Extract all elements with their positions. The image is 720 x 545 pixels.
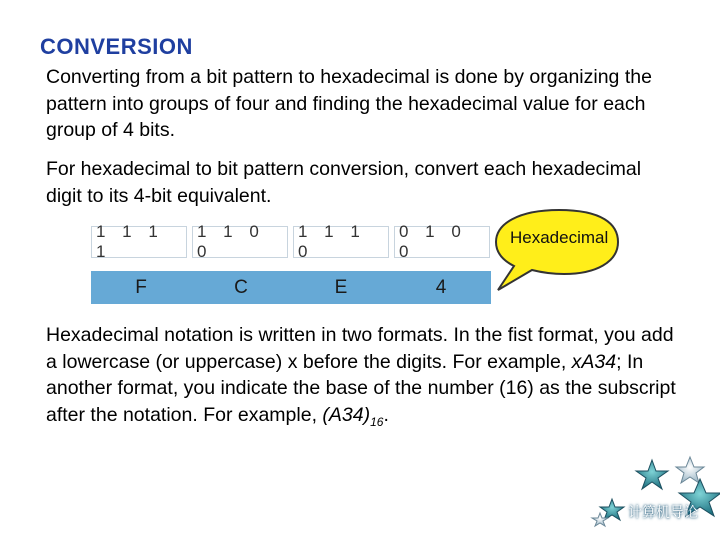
- star-decoration: [590, 455, 720, 540]
- notation-end: .: [383, 403, 389, 426]
- hex-digit: E: [334, 276, 348, 298]
- hex-digit: F: [135, 276, 147, 298]
- notation-text: Hexadecimal notation is written in two formats. In the fist format, you add a lowercase (or uppercase) x before the digits. For example,: [46, 324, 674, 373]
- hex-digit: C: [234, 276, 248, 298]
- example-subscript-notation: (A34): [322, 403, 371, 426]
- bit-group: 0 1 0 0: [394, 226, 490, 258]
- bit-group: 1 1 1 1: [91, 226, 187, 258]
- course-logo-text: 计算机导论: [628, 505, 698, 521]
- star-icon: [590, 455, 720, 540]
- paragraph-bit-to-hex: Converting from a bit pattern to hexadecimal is done by organizing the pattern into groups of four and finding the hexadecimal value for each group of 4 bits.: [46, 66, 652, 141]
- bubble-label: Hexadecimal: [510, 228, 609, 247]
- notation-text: ; In another format, you indicate the base of the number (16) as the subscript after the notation. For example,: [46, 350, 676, 426]
- speech-bubble-shape: [484, 204, 634, 304]
- bit-pattern-row: [91, 222, 491, 261]
- base-subscript: 16: [370, 414, 384, 429]
- paragraph-hex-to-bit: For hexadecimal to bit pattern conversion, convert each hexadecimal digit to its 4-bit equivalent.: [46, 158, 642, 207]
- conversion-diagram: [91, 222, 491, 306]
- bit-group: 1 1 0 0: [192, 226, 288, 258]
- hex-digit-row: [91, 271, 491, 304]
- slide-title: CONVERSION: [40, 34, 193, 59]
- hex-digit: 4: [435, 276, 447, 298]
- paragraph-notation: [46, 322, 676, 435]
- example-x-notation: xA34: [571, 350, 617, 373]
- bit-group: 1 1 1 0: [293, 226, 389, 258]
- hexadecimal-speech-bubble: [484, 204, 634, 304]
